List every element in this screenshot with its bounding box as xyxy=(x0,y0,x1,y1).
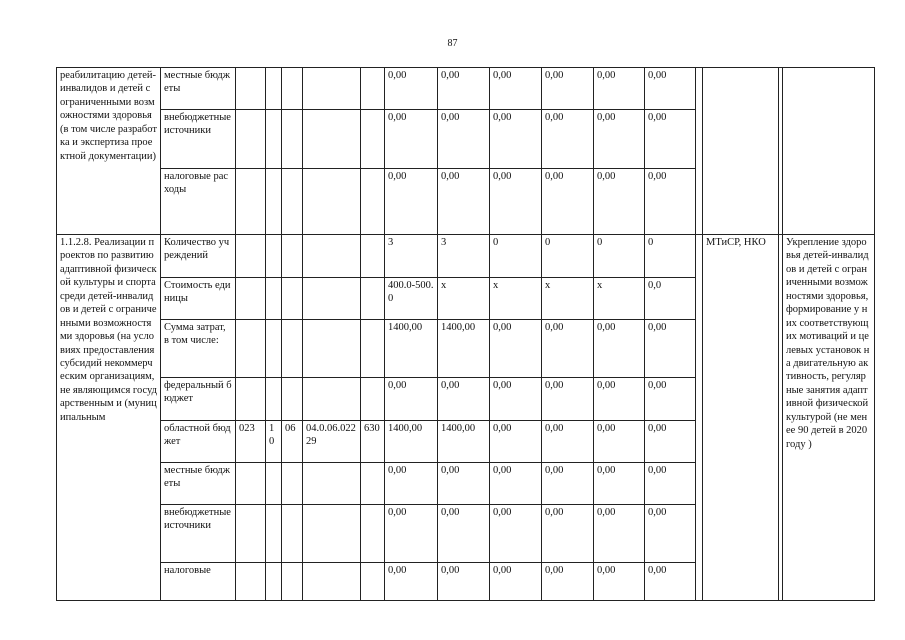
value-cell: 0,00 xyxy=(594,563,645,601)
value-cell: 3 xyxy=(385,235,438,278)
funding-source: местные бюджеты xyxy=(161,68,236,110)
code-cell xyxy=(361,278,385,320)
code-cell xyxy=(236,235,266,278)
value-cell: 0,00 xyxy=(490,68,542,110)
value-cell: 0,00 xyxy=(438,563,490,601)
value-cell: 0,00 xyxy=(490,463,542,505)
code-cell xyxy=(282,563,303,601)
value-cell: 0 xyxy=(542,235,594,278)
code-cell xyxy=(266,235,282,278)
value-cell: 0,00 xyxy=(542,68,594,110)
code-cell xyxy=(266,68,282,110)
code-cell xyxy=(266,320,282,378)
value-cell: 0,00 xyxy=(385,378,438,421)
code-cell xyxy=(361,235,385,278)
funding-source: местные бюджеты xyxy=(161,463,236,505)
code-cell xyxy=(236,320,266,378)
code-cell xyxy=(361,110,385,169)
value-cell: 0,00 xyxy=(438,68,490,110)
spacer-cell xyxy=(696,68,703,235)
code-cell: 10 xyxy=(266,421,282,463)
value-cell: 0 xyxy=(645,235,696,278)
value-cell: 0,00 xyxy=(645,169,696,235)
code-cell xyxy=(303,169,361,235)
code-cell xyxy=(266,505,282,563)
funding-source: налоговые расходы xyxy=(161,169,236,235)
code-cell xyxy=(361,505,385,563)
value-cell: 0,00 xyxy=(385,563,438,601)
code-cell xyxy=(236,169,266,235)
budget-table xyxy=(56,67,875,601)
code-cell xyxy=(361,378,385,421)
code-cell xyxy=(303,563,361,601)
funding-source: Стоимость единицы xyxy=(161,278,236,320)
code-cell xyxy=(361,320,385,378)
value-cell: х xyxy=(438,278,490,320)
code-cell xyxy=(282,235,303,278)
code-cell: 630 xyxy=(361,421,385,463)
code-cell xyxy=(303,378,361,421)
value-cell: 0,00 xyxy=(542,563,594,601)
value-cell: 0,00 xyxy=(542,169,594,235)
value-cell: 0,00 xyxy=(594,505,645,563)
value-cell: х xyxy=(542,278,594,320)
code-cell xyxy=(361,463,385,505)
value-cell: 0,00 xyxy=(542,378,594,421)
value-cell: 0,00 xyxy=(490,563,542,601)
executor-cell: МТиСР, НКО xyxy=(703,235,779,601)
value-cell: 0,00 xyxy=(490,110,542,169)
code-cell xyxy=(266,278,282,320)
result-cell: Укрепление здоровья детей-инвалидов и детей с ограниченными возможностями здоровья, формирование у них соответствующих мотиваций и целевых установок на двигательную активность, регулярные занятия адаптивной физической культурой (не менее 90 детей в 2020 году ) xyxy=(783,235,875,601)
code-cell: 023 xyxy=(236,421,266,463)
value-cell: 0,00 xyxy=(594,463,645,505)
value-cell: 0,00 xyxy=(594,378,645,421)
funding-source: внебюджетные источники xyxy=(161,110,236,169)
code-cell xyxy=(282,378,303,421)
value-cell: 0,00 xyxy=(594,169,645,235)
code-cell xyxy=(236,278,266,320)
value-cell: 0,00 xyxy=(645,505,696,563)
value-cell: 0,00 xyxy=(645,563,696,601)
code-cell xyxy=(361,68,385,110)
value-cell: 0,00 xyxy=(490,320,542,378)
table-row xyxy=(57,68,875,110)
code-cell xyxy=(282,505,303,563)
value-cell: 0,00 xyxy=(385,169,438,235)
value-cell: х xyxy=(490,278,542,320)
funding-source: налоговые xyxy=(161,563,236,601)
code-cell xyxy=(282,320,303,378)
measure-description: 1.1.2.8. Реализации проектов по развитию адаптивной физической культуры и спорта среди детей-инвалидов и детей с ограниченными возможностями здоровья (на условиях предоставления субсидий некоммерческим организациям, не являющимся государственным и (муниципальным xyxy=(57,235,161,601)
value-cell: 1400,00 xyxy=(385,421,438,463)
value-cell: х xyxy=(594,278,645,320)
value-cell: 0 xyxy=(490,235,542,278)
code-cell xyxy=(303,320,361,378)
measure-description: реабилитацию детей-инвалидов и детей с ограниченными возможностями здоровья (в том числе разработка и экспертиза проектной документации) xyxy=(57,68,161,235)
value-cell: 0,00 xyxy=(385,68,438,110)
value-cell: 0,00 xyxy=(490,505,542,563)
funding-source: областной бюджет xyxy=(161,421,236,463)
code-cell xyxy=(266,563,282,601)
code-cell xyxy=(236,68,266,110)
code-cell xyxy=(303,505,361,563)
value-cell: 0,00 xyxy=(645,110,696,169)
value-cell: 1400,00 xyxy=(385,320,438,378)
code-cell xyxy=(266,110,282,169)
value-cell: 0,00 xyxy=(594,110,645,169)
value-cell: 0,00 xyxy=(645,463,696,505)
code-cell xyxy=(282,68,303,110)
funding-source: Сумма затрат, в том числе: xyxy=(161,320,236,378)
value-cell: 0,00 xyxy=(542,463,594,505)
code-cell xyxy=(282,463,303,505)
value-cell: 0,00 xyxy=(645,320,696,378)
value-cell: 0,00 xyxy=(438,463,490,505)
spacer-cell xyxy=(696,235,703,601)
code-cell xyxy=(303,463,361,505)
value-cell: 0,00 xyxy=(542,320,594,378)
value-cell: 0,00 xyxy=(385,463,438,505)
code-cell xyxy=(361,563,385,601)
code-cell xyxy=(303,110,361,169)
value-cell: 0 xyxy=(594,235,645,278)
code-cell: 04.0.06.02229 xyxy=(303,421,361,463)
code-cell xyxy=(236,563,266,601)
code-cell xyxy=(303,68,361,110)
code-cell xyxy=(266,169,282,235)
value-cell: 0,00 xyxy=(594,68,645,110)
value-cell: 0,00 xyxy=(438,505,490,563)
result-cell xyxy=(783,68,875,235)
value-cell: 0,00 xyxy=(542,110,594,169)
code-cell xyxy=(361,169,385,235)
value-cell: 0,00 xyxy=(438,169,490,235)
table-row xyxy=(57,235,875,278)
value-cell: 400.0-500.0 xyxy=(385,278,438,320)
value-cell: 0,00 xyxy=(490,169,542,235)
code-cell xyxy=(303,235,361,278)
value-cell: 0,00 xyxy=(542,421,594,463)
funding-source: внебюджетные источники xyxy=(161,505,236,563)
code-cell xyxy=(236,505,266,563)
code-cell xyxy=(282,278,303,320)
funding-source: Количество учреждений xyxy=(161,235,236,278)
code-cell xyxy=(266,378,282,421)
value-cell: 1400,00 xyxy=(438,421,490,463)
value-cell: 0,0 xyxy=(645,278,696,320)
value-cell: 0,00 xyxy=(645,68,696,110)
value-cell: 0,00 xyxy=(490,421,542,463)
value-cell: 0,00 xyxy=(594,421,645,463)
value-cell: 0,00 xyxy=(594,320,645,378)
executor-cell xyxy=(703,68,779,235)
value-cell: 0,00 xyxy=(645,421,696,463)
value-cell: 0,00 xyxy=(385,110,438,169)
value-cell: 0,00 xyxy=(385,505,438,563)
code-cell xyxy=(303,278,361,320)
value-cell: 0,00 xyxy=(542,505,594,563)
funding-source: федеральный бюджет xyxy=(161,378,236,421)
code-cell xyxy=(236,463,266,505)
code-cell xyxy=(236,378,266,421)
value-cell: 0,00 xyxy=(490,378,542,421)
code-cell xyxy=(236,110,266,169)
value-cell: 0,00 xyxy=(438,378,490,421)
code-cell: 06 xyxy=(282,421,303,463)
value-cell: 1400,00 xyxy=(438,320,490,378)
value-cell: 3 xyxy=(438,235,490,278)
code-cell xyxy=(282,110,303,169)
value-cell: 0,00 xyxy=(438,110,490,169)
value-cell: 0,00 xyxy=(645,378,696,421)
page-number: 87 xyxy=(447,38,458,49)
code-cell xyxy=(266,463,282,505)
code-cell xyxy=(282,169,303,235)
